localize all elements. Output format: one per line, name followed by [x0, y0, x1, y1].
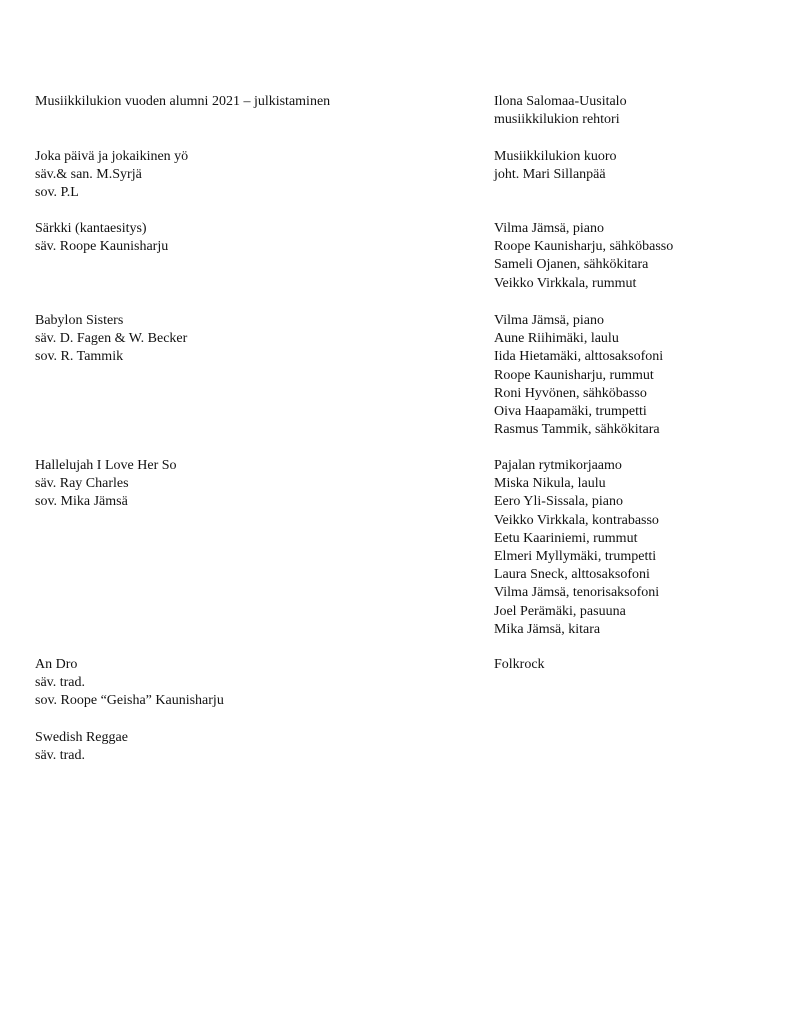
- performer-line: Mika Jämsä, kitara: [494, 621, 601, 637]
- piece-credit: säv. D. Fagen & W. Becker: [35, 331, 188, 347]
- event-title-text: Musiikkilukion vuoden alumni 2021 – julkistaminen: [35, 94, 331, 109]
- piece-title: Joka päivä ja jokaikinen yö: [35, 149, 189, 164]
- performer-line: Vilma Jämsä, piano: [494, 313, 604, 328]
- program-item-3-performers: [494, 312, 784, 439]
- performer-line: joht. Mari Sillanpää: [494, 167, 606, 183]
- piece-title: Swedish Reggae: [35, 730, 128, 745]
- performer-line: Sameli Ojanen, sähkökitara: [494, 257, 649, 273]
- performer-line: Eetu Kaariniemi, rummut: [494, 530, 638, 546]
- program-item-2-piece: [35, 220, 465, 256]
- program-item-2-performers: [494, 220, 784, 293]
- performer-line: Oiva Haapamäki, trumpetti: [494, 403, 647, 419]
- performer-line: Aune Riihimäki, laulu: [494, 331, 619, 347]
- performer-line: Vilma Jämsä, tenorisaksofoni: [494, 585, 660, 601]
- performer-line: Laura Sneck, alttosaksofoni: [494, 567, 650, 583]
- performer-line: Joel Perämäki, pasuuna: [494, 603, 626, 619]
- performer-line: Pajalan rytmikorjaamo: [494, 458, 622, 473]
- performer-line: Folkrock: [494, 657, 545, 672]
- speaker-name: Ilona Salomaa-Uusitalo: [494, 94, 627, 109]
- performer-line: Vilma Jämsä, piano: [494, 221, 604, 236]
- performer-line: Elmeri Myllymäki, trumpetti: [494, 548, 657, 564]
- piece-credit: säv. Ray Charles: [35, 476, 129, 492]
- piece-title: Hallelujah I Love Her So: [35, 458, 177, 473]
- piece-title: Babylon Sisters: [35, 313, 124, 328]
- performer-line: Veikko Virkkala, kontrabasso: [494, 512, 659, 528]
- performer-line: Roope Kaunisharju, rummut: [494, 367, 654, 383]
- performer-line: Roni Hyvönen, sähköbasso: [494, 385, 647, 401]
- piece-credit: sov. R. Tammik: [35, 349, 124, 365]
- performer-line: Veikko Virkkala, rummut: [494, 275, 637, 291]
- program-item-5-piece: [35, 656, 465, 711]
- piece-credit: säv. Roope Kaunisharju: [35, 239, 169, 255]
- performer-line: Rasmus Tammik, sähkökitara: [494, 422, 660, 438]
- piece-credit: säv.& san. M.Syrjä: [35, 167, 142, 183]
- piece-credit: sov. P.L: [35, 185, 79, 201]
- piece-credit: säv. trad.: [35, 675, 86, 691]
- program-item-5-performers: [494, 656, 784, 674]
- piece-credit: sov. Mika Jämsä: [35, 494, 128, 510]
- program-item-1-piece: [35, 148, 465, 203]
- piece-credit: säv. trad.: [35, 748, 86, 764]
- program-item-6-piece: [35, 729, 465, 765]
- speaker-info: [494, 93, 784, 129]
- performer-line: Iida Hietamäki, alttosaksofoni: [494, 349, 664, 365]
- piece-credit: sov. Roope “Geisha” Kaunisharju: [35, 693, 224, 709]
- performer-line: Eero Yli-Sissala, piano: [494, 494, 623, 510]
- speaker-role: musiikkilukion rehtori: [494, 112, 620, 128]
- program-item-3-piece: [35, 312, 465, 367]
- performer-line: Roope Kaunisharju, sähköbasso: [494, 239, 674, 255]
- performer-line: Musiikkilukion kuoro: [494, 149, 617, 164]
- performer-line: Miska Nikula, laulu: [494, 476, 606, 492]
- program-item-4-performers: [494, 457, 784, 639]
- piece-title: Särkki (kantaesitys): [35, 221, 147, 236]
- program-item-4-piece: [35, 457, 465, 512]
- program-item-1-performers: [494, 148, 784, 184]
- piece-title: An Dro: [35, 657, 78, 672]
- event-title: [35, 93, 465, 111]
